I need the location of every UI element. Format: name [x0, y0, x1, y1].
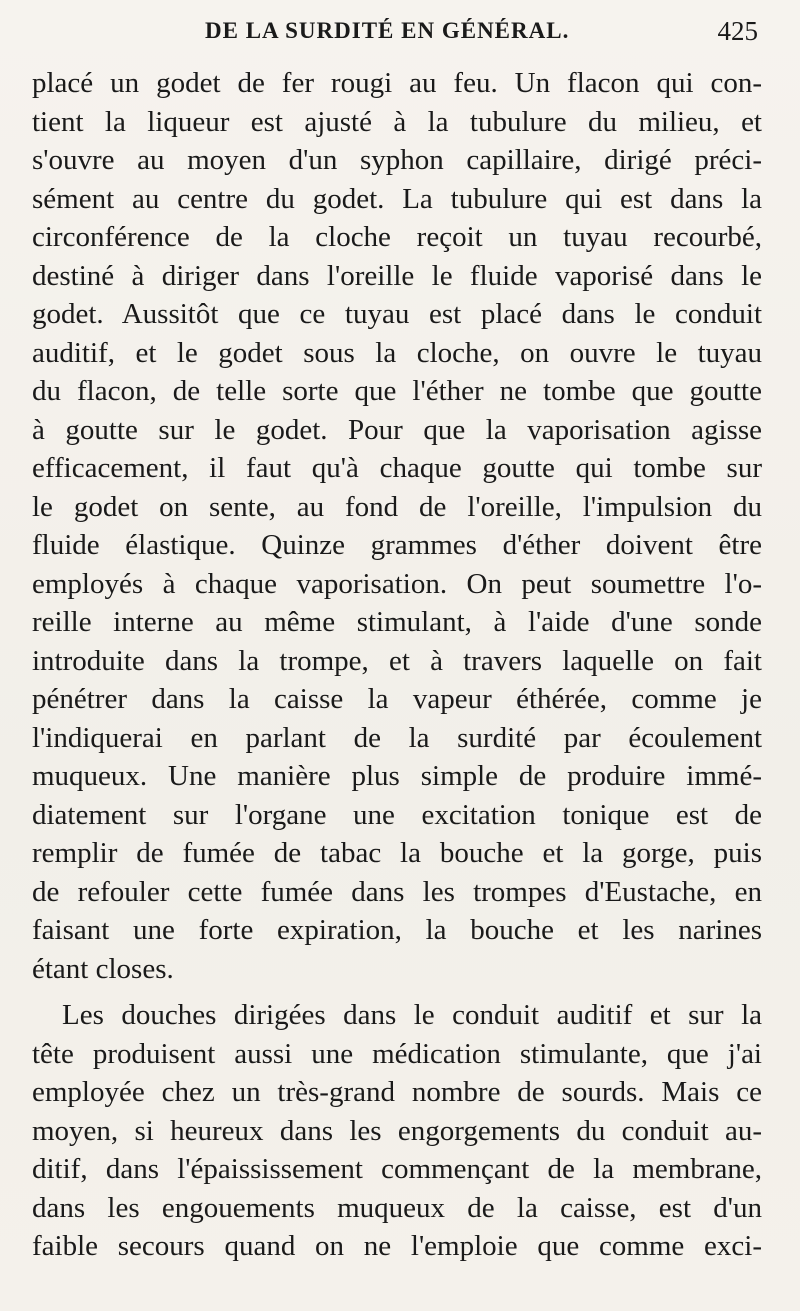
- text-line: auditif, et le godet sous la cloche, on ouvre le tuyau: [32, 336, 762, 369]
- text-line: l'indiquerai en parlant de la surdité par écoulement: [32, 721, 762, 754]
- text-line: faisant une forte expiration, la bouche et les narines: [32, 914, 762, 946]
- text-line: tient la liqueur est ajusté à la tubulure du milieu, et: [32, 105, 762, 138]
- text-line: fluide élastique. Quinze grammes d'éther doivent être: [32, 529, 762, 561]
- text-line: employés à chaque vaporisation. On peut soumettre l'o-: [32, 567, 762, 600]
- text-line: placé un godet de fer rougi au feu. Un flacon qui con-: [32, 67, 762, 99]
- text-line: muqueux. Une manière plus simple de produire immé-: [32, 760, 762, 792]
- text-line: reille interne au même stimulant, à l'aide d'une sonde: [32, 606, 762, 638]
- paragraph-gap: [32, 988, 762, 996]
- text-line: pénétrer dans la caisse la vapeur éthérée, comme je: [32, 683, 762, 715]
- text-line: efficacement, il faut qu'à chaque goutte qui tombe sur: [32, 452, 762, 484]
- text-line: Les douches dirigées dans le conduit auditif et sur la: [62, 999, 762, 1031]
- text-line: sément au centre du godet. La tubulure qui est dans la: [32, 182, 762, 215]
- text-line: dans les engouements muqueux de la caisse, est d'un: [32, 1191, 762, 1224]
- text-line: faible secours quand on ne l'emploie que comme exci-: [32, 1230, 762, 1262]
- text-line: étant closes.: [32, 952, 174, 985]
- running-head: DE LA SURDITÉ EN GÉNÉRAL.: [205, 18, 570, 43]
- page-header: [0, 16, 800, 56]
- text-line: de refouler cette fumée dans les trompes d'Eustache, en: [32, 875, 762, 908]
- paragraph-2: [32, 996, 762, 1266]
- text-line: circonférence de la cloche reçoit un tuyau recourbé,: [32, 221, 762, 253]
- text-line: du flacon, de telle sorte que l'éther ne tombe que goutte: [32, 375, 762, 407]
- text-line: tête produisent aussi une médication stimulante, que j'ai: [32, 1037, 762, 1070]
- body-text: [32, 64, 762, 1266]
- paragraph-1: [32, 64, 762, 988]
- text-line: remplir de fumée de tabac la bouche et la gorge, puis: [32, 837, 762, 869]
- page-number: 425: [717, 16, 758, 46]
- text-line: destiné à diriger dans l'oreille le fluide vaporisé dans le: [32, 259, 762, 292]
- text-line: le godet on sente, au fond de l'oreille, l'impulsion du: [32, 490, 762, 523]
- text-line: ditif, dans l'épaississement commençant de la membrane,: [32, 1153, 762, 1185]
- text-line: godet. Aussitôt que ce tuyau est placé dans le conduit: [32, 298, 762, 330]
- text-line: s'ouvre au moyen d'un syphon capillaire, dirigé préci-: [32, 144, 762, 176]
- text-line: diatement sur l'organe une excitation tonique est de: [32, 798, 762, 831]
- text-line: introduite dans la trompe, et à travers laquelle on fait: [32, 644, 762, 677]
- text-line: employée chez un très-grand nombre de sourds. Mais ce: [32, 1076, 762, 1108]
- text-line: moyen, si heureux dans les engorgements du conduit au-: [32, 1114, 762, 1147]
- text-line: à goutte sur le godet. Pour que la vaporisation agisse: [32, 413, 762, 446]
